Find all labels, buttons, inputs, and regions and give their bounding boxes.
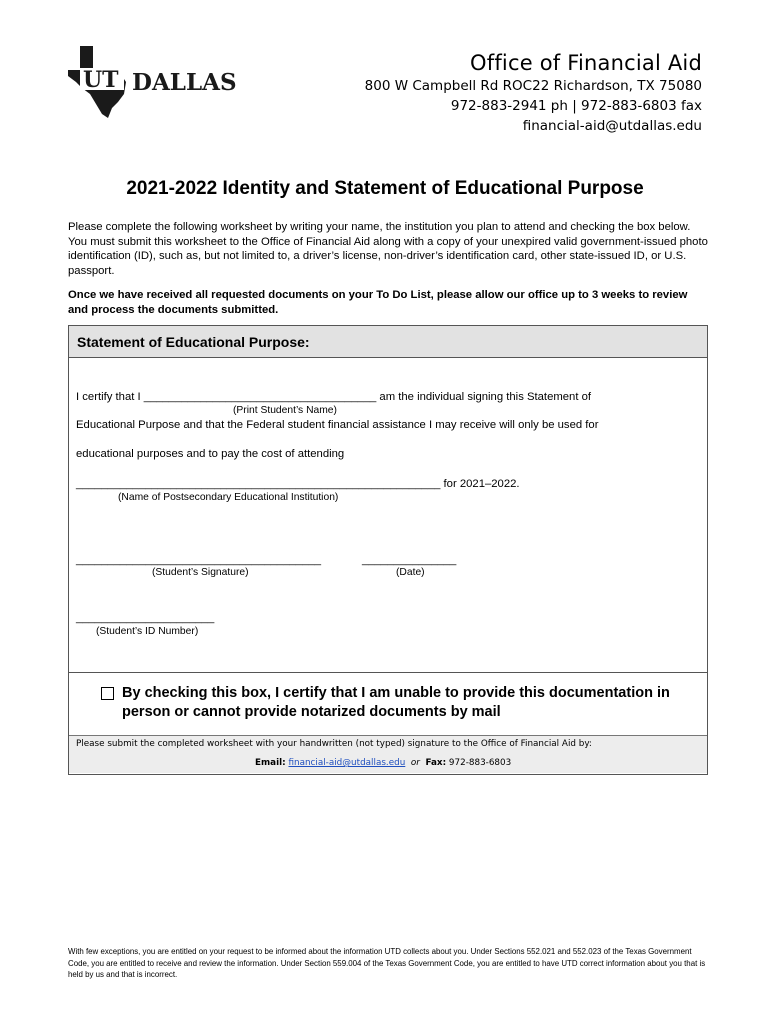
texas-star-logo-icon (66, 42, 256, 122)
email-link[interactable]: financial-aid@utdallas.edu (288, 758, 406, 768)
signature-caption: (Student’s Signature) (152, 567, 249, 578)
statement-header-text: Statement of Educational Purpose: (77, 334, 310, 350)
intro-paragraph: Please complete the following worksheet by writing your name, the institution you plan to attend and checking the box below. You must submit this worksheet to the Office of Financial Aid along with a copy of your unexpired valid government-issued photo identification (ID), such as, but not limited to, a driver’s license, non-driver’s identification card, other state-issued ID, or U.S. passport. (68, 221, 708, 277)
statement-header (69, 326, 707, 358)
signature-line: _______________________________________ (76, 554, 322, 566)
certify-line: I certify that I _____________________________________ am the individual signing this Statement of (76, 391, 592, 403)
student-id-line: ______________________ (76, 612, 215, 624)
logo-dallas-text: DALLAS (132, 69, 237, 96)
document-title: 2021-2022 Identity and Statement of Educational Purpose (126, 178, 644, 199)
email-label: Email: (255, 758, 286, 768)
submit-contacts (255, 758, 511, 768)
statement-line-2: Educational Purpose and that the Federal student financial assistance I may receive will only be used for (76, 419, 599, 431)
office-info (365, 50, 702, 136)
student-id-caption: (Student’s ID Number) (96, 626, 199, 637)
submit-instruction: Please submit the completed worksheet with your handwritten (not typed) signature to the Office of Financial Aid by: (76, 739, 592, 749)
office-phones: 972-883-2941 ph | 972-883-6803 fax (450, 98, 702, 114)
legal-notice: With few exceptions, you are entitled on your request to be informed about the information UTD collects about you. Under Sections 552.021 and 552.023 of the Texas Government Code, you are entitled to receive and review the information. Under Section 559.004 of the Texas Government Code, you are entitled to have UTD correct information about you that is held by us and that is incorrect. (68, 947, 706, 979)
processing-notice: Once we have received all requested documents on your To Do List, please allow our office up to 3 weeks to review and process the documents submitted. (68, 289, 688, 316)
institution-caption: (Name of Postsecondary Educational Institution) (118, 492, 339, 503)
fax-label: Fax: (425, 758, 447, 768)
office-address: 800 W Campbell Rd ROC22 Richardson, TX 75080 (364, 78, 702, 94)
checkbox-label-line-2: person or cannot provide notarized documents by mail (122, 704, 501, 720)
date-line: _______________ (362, 554, 457, 566)
print-name-caption: (Print Student’s Name) (233, 405, 337, 416)
statement-line-3: educational purposes and to pay the cost of attending (76, 448, 345, 460)
logo-ut-text: UT (83, 67, 119, 93)
unable-to-provide-checkbox[interactable] (101, 687, 114, 700)
office-name: Office of Financial Aid (470, 51, 702, 75)
fax-number: 972-883-6803 (448, 758, 512, 768)
utd-logo (66, 42, 256, 122)
institution-line: __________________________________________________________ for 2021–2022. (76, 478, 520, 490)
checkbox-label-line-1: By checking this box, I certify that I am unable to provide this documentation in (122, 685, 670, 701)
date-caption: (Date) (396, 567, 425, 578)
office-email: financial-aid@utdallas.edu (522, 118, 702, 134)
or-text: or (410, 758, 420, 768)
